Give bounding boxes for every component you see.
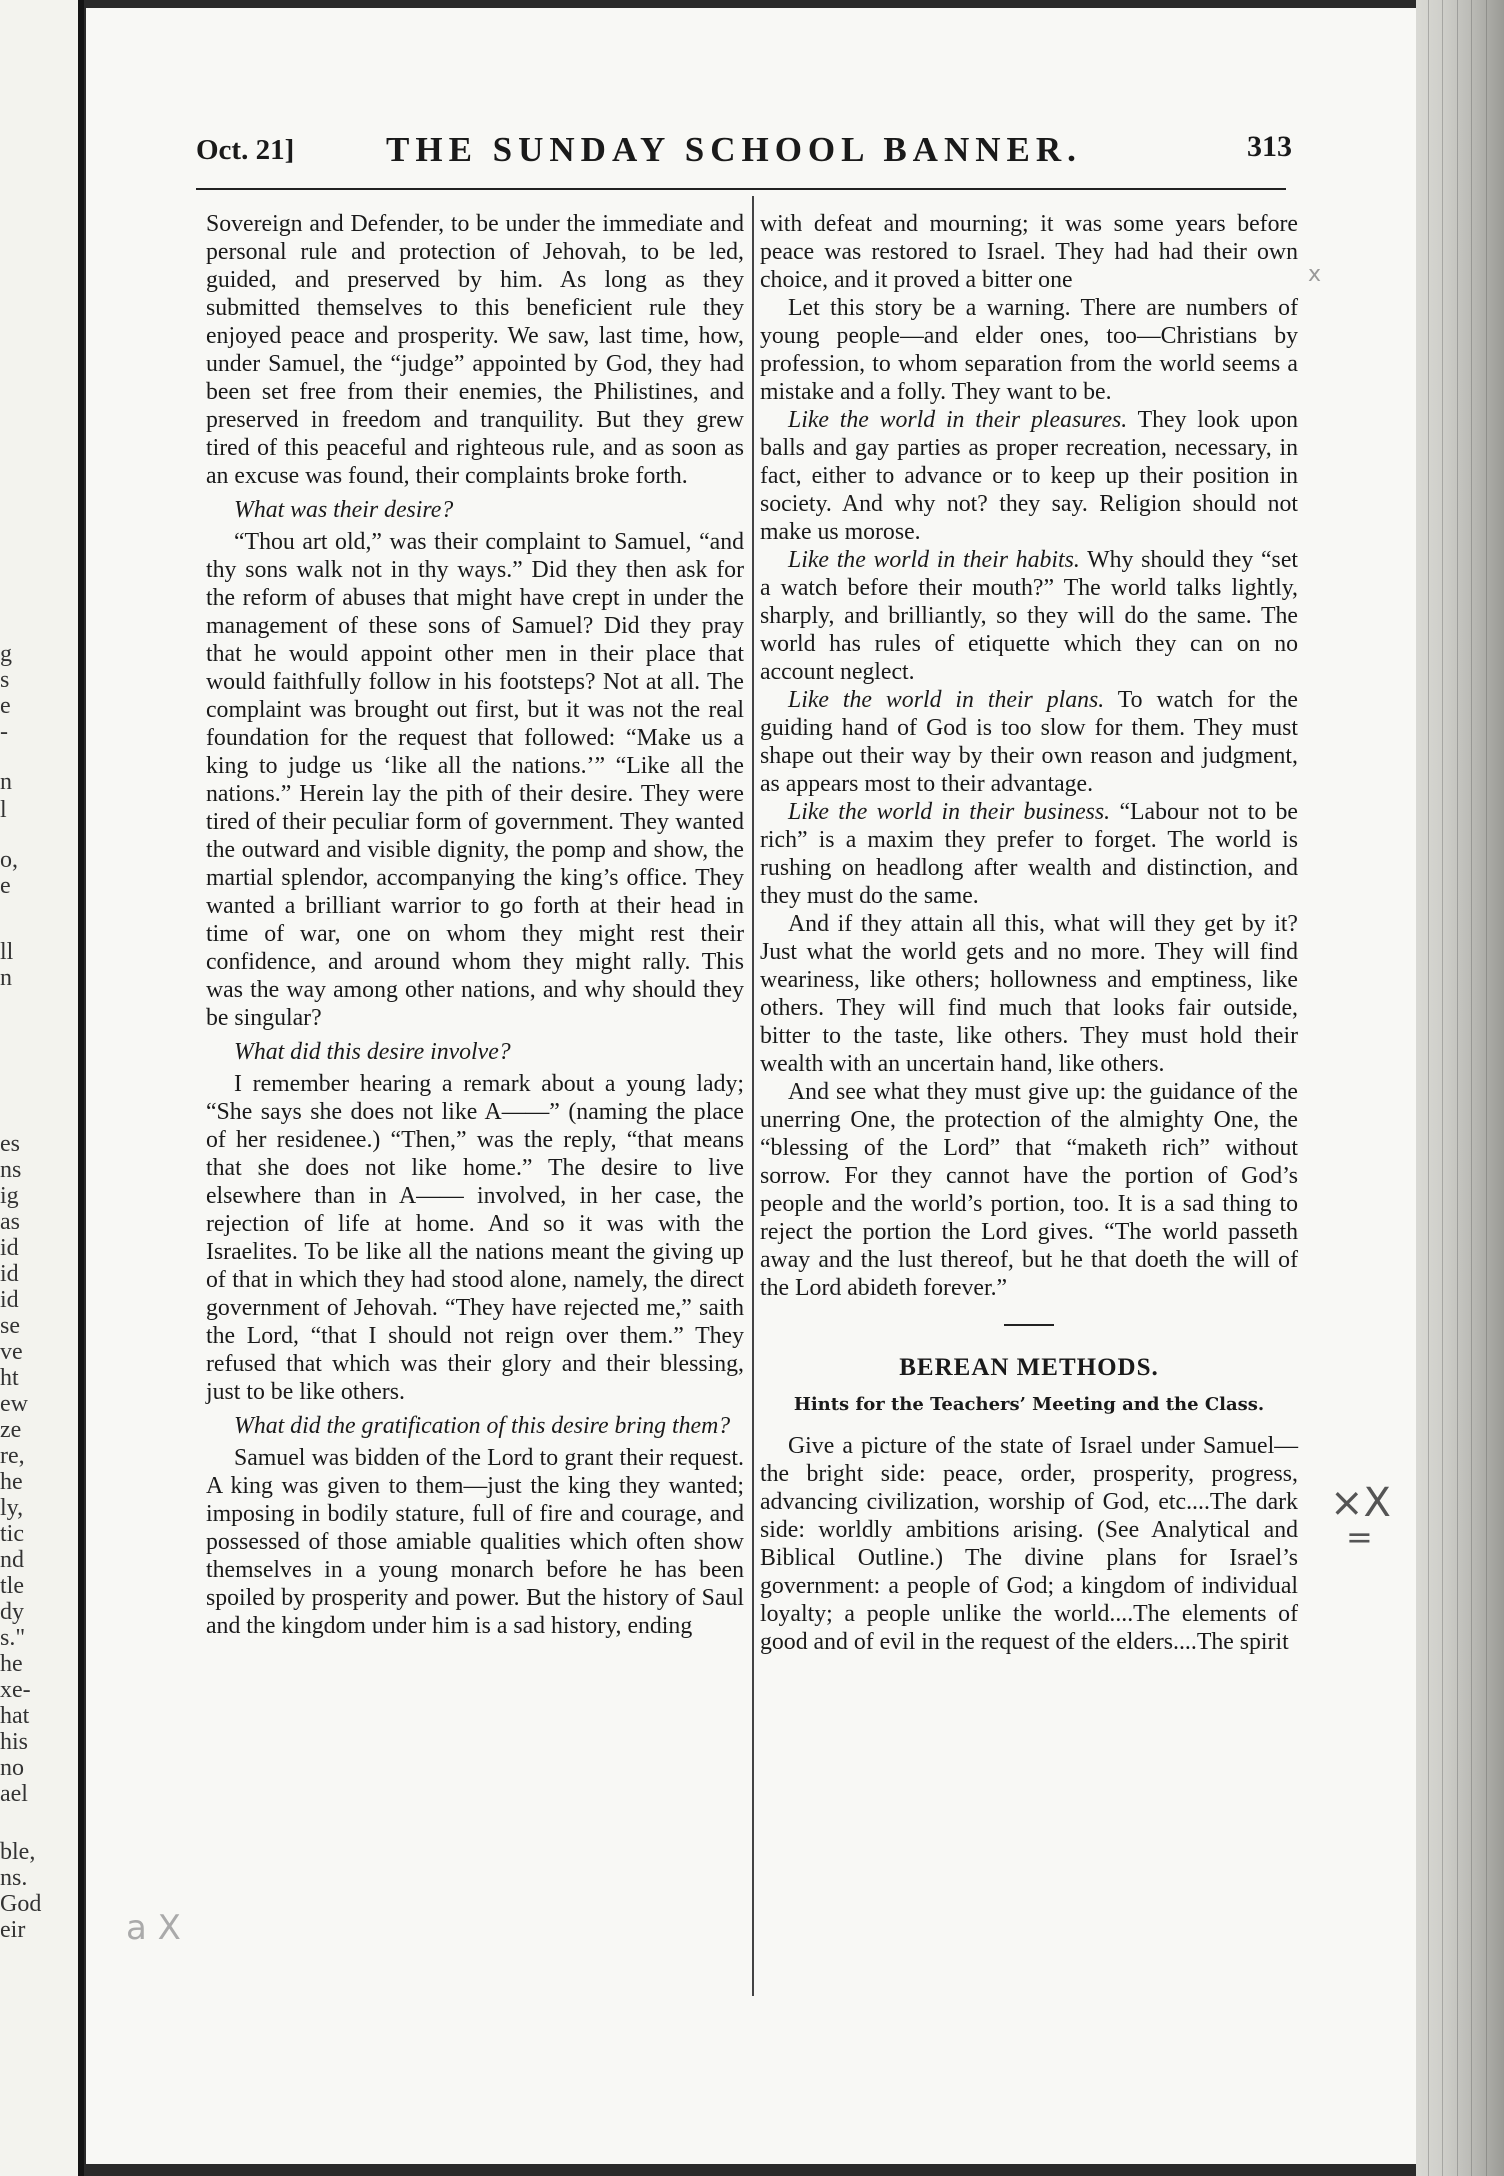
lead-phrase: Like the world in their business. — [788, 799, 1111, 825]
facing-page-fragment: se — [0, 1313, 20, 1339]
facing-page-fragment: id — [0, 1287, 19, 1313]
lead-phrase: Like the world in their habits. — [788, 547, 1080, 573]
facing-page-fragment: n — [0, 769, 12, 795]
facing-page-fragment: nd — [0, 1547, 24, 1573]
facing-page-fragment: re, — [0, 1443, 25, 1469]
facing-page-fragment: s." — [0, 1625, 26, 1651]
facing-page-fragment: s — [0, 667, 10, 693]
facing-page-fragment: xe- — [0, 1677, 31, 1703]
paragraph: Like the world in their plans. To watch for the guiding hand of God is too slow for them. They must shape out their way by their own reason and judgment, as appears most to their advantage. — [760, 687, 1298, 797]
question-heading: What did the gratification of this desire bring them? — [234, 1413, 731, 1439]
header-rule — [196, 188, 1286, 190]
facing-page-fragment: God — [0, 1891, 42, 1917]
facing-page-fragment: as — [0, 1209, 20, 1235]
facing-page-fragment: l — [0, 797, 7, 823]
facing-page-fragment: - — [0, 719, 8, 745]
question-heading: What did this desire involve? — [234, 1039, 511, 1065]
page-number: 313 — [1247, 130, 1292, 163]
paragraph: And see what they must give up: the guidance of the unerring One, the protection of the almighty One, the “blessing of the Lord” that “maketh rich” without sorrow. For they cannot have the portion of God’s people and the world’s portion, too. It is a sad thing to reject the portion the Lord gives. “The world passeth away and the lust thereof, but he that doeth the will of the Lord abideth forever.” — [760, 1079, 1298, 1301]
paragraph-continued: with defeat and mourning; it was some years before peace was restored to Israel. They had had their own choice, and it proved a bitter one — [760, 211, 1298, 293]
facing-page-fragment: ve — [0, 1339, 23, 1365]
facing-page-fragment: n — [0, 965, 12, 991]
paragraph: “Thou art old,” was their complaint to Samuel, “and thy sons walk not in thy ways.” Did they then ask for the reform of abuses that might have crept in under the management of these sons of Samuel? Did they pray that he would appoint other men in their place that would faithfully follow in his footsteps? Not at all. The complaint was brought out first, but it was not the real foundation for the request that followed: “Make us a king to judge us ‘like all the nations.’” “Like all the nations.” Herein lay the pith of their desire. They were tired of their peculiar form of government. They wanted the outward and visible dignity, the pomp and show, the martial splendor, accompanying the king’s office. They wanted a brilliant warrior to go forth at their head in time of war, one on whom they might rest their confidence, and around whom they might rally. This was the way among other nations, and why should they be singular? — [206, 529, 744, 1031]
facing-page-fragment: no — [0, 1755, 24, 1781]
facing-page-fragment: tle — [0, 1573, 24, 1599]
lead-phrase: Like the world in their plans. — [788, 687, 1105, 713]
facing-page-fragment: tic — [0, 1521, 24, 1547]
facing-page-fragment: ns. — [0, 1865, 28, 1891]
facing-page-fragment: ew — [0, 1391, 28, 1417]
paragraph: And if they attain all this, what will they get by it? Just what the world gets and no more. They will find weariness, like others; hollowness and emptiness, like others. They will find much that looks fair outside, bitter to the taste, like others. They must hold their wealth with an uncertain hand, like others. — [760, 911, 1298, 1077]
paragraph: Like the world in their business. “Labour not to be rich” is a maxim they prefer to forget. The world is rushing on headlong after wealth and distinction, and they must do the same. — [760, 799, 1298, 909]
section-rule — [1004, 1324, 1054, 1326]
facing-page-fragment: ble, — [0, 1839, 36, 1865]
paragraph: Sovereign and Defender, to be under the immediate and personal rule and protection of Jehovah, to be led, guided, and preserved by him. As long as they submitted themselves to this beneficient rule they enjoyed peace and prosperity. We saw, last time, how, under Samuel, the “judge” appointed by God, they had been set free from their enemies, the Philistines, and preserved in freedom and tranquility. But they grew tired of this peaceful and righteous rule, and as soon as an excuse was found, their complaints broke forth. — [206, 211, 744, 489]
facing-page-fragment: id — [0, 1235, 19, 1261]
running-header — [196, 120, 1292, 180]
facing-page-edge — [0, 0, 84, 2176]
margin-annotation: ×X — [1330, 1480, 1391, 1526]
facing-page-fragment: hat — [0, 1703, 30, 1729]
facing-page-fragment: ig — [0, 1183, 19, 1209]
facing-page-fragment: his — [0, 1729, 29, 1755]
facing-page-fragment: e — [0, 873, 11, 899]
header-date: Oct. 21] — [196, 134, 295, 166]
paragraph: Samuel was bidden of the Lord to grant their request. A king was given to them—just the king they wanted; imposing in bodily stature, full of fire and courage, and possessed of those amiable qualities which often show themselves in a young monarch before he has been spoiled by prosperity and power. But the history of Saul and the kingdom under him is a sad history, ending — [206, 1445, 744, 1639]
page-stack-edge — [1416, 0, 1504, 2176]
facing-page-fragment: ael — [0, 1781, 28, 1807]
facing-page-fragment: eir — [0, 1917, 26, 1943]
lead-phrase: Like the world in their pleasures. — [788, 407, 1128, 433]
right-column — [760, 210, 1298, 1656]
question-heading: What was their desire? — [234, 497, 454, 523]
facing-page-fragment: es — [0, 1131, 20, 1157]
facing-page-fragment: dy — [0, 1599, 24, 1625]
paragraph: Like the world in their habits. Why should they “set a watch before their mouth?” The world talks lightly, sharply, and brilliantly, so they will do the same. The world has rules of etiquette which they can on no account neglect. — [760, 547, 1298, 685]
margin-tick: x — [1308, 262, 1322, 287]
margin-annotation: a X — [126, 1908, 181, 1948]
column-divider — [752, 196, 754, 1996]
facing-page-fragment: ht — [0, 1365, 19, 1391]
facing-page-fragment: ze — [0, 1417, 22, 1443]
paragraph: Like the world in their pleasures. They look upon balls and gay parties as proper recreation, necessary, in fact, either to advance or to keep up their position in society. And why not? they say. Religion should not make us morose. — [760, 407, 1298, 545]
facing-page-fragment: o, — [0, 847, 18, 873]
margin-annotation-underline: = — [1346, 1518, 1373, 1556]
paragraph: Give a picture of the state of Israel under Samuel—the bright side: peace, order, prosperity, progress, advancing civilization, worship of God, etc....The dark side: worldly ambitions arising. (See Analytical and Biblical Outline.) The divine plans for Israel’s government: a people of God; a kingdom of individual loyalty; a people unlike the world....The elements of good and of evil in the request of the elders....The spirit — [760, 1433, 1298, 1655]
facing-page-fragment: e — [0, 693, 11, 719]
facing-page-fragment: g — [0, 641, 12, 667]
section-subtitle: Hints for the Teachers’ Meeting and the Class. — [793, 1394, 1265, 1415]
journal-title: THE SUNDAY SCHOOL BANNER. — [386, 130, 1082, 169]
facing-page-fragment: id — [0, 1261, 19, 1287]
facing-page-fragment: ll — [0, 939, 14, 965]
facing-page-fragment: he — [0, 1651, 23, 1677]
facing-page-fragment: he — [0, 1469, 23, 1495]
section-title: BEREAN METHODS. — [899, 1354, 1159, 1381]
paragraph: Let this story be a warning. There are numbers of young people—and elder ones, too—Christians by profession, to whom separation from the world seems a mistake and a folly. They want to be. — [760, 295, 1298, 405]
facing-page-fragment: ns — [0, 1157, 22, 1183]
left-column — [206, 210, 744, 1640]
paragraph: I remember hearing a remark about a young lady; “She says she does not like A——” (naming the place of her residenee.) “Then,” was the reply, “that means that she does not like home.” The desire to live elsewhere than in A—— involved, in her case, the rejection of life at home. And so it was with the Israelites. To be like all the nations meant the giving up of that in which they had stood alone, namely, the direct government of Jehovah. “They have rejected me,” saith the Lord, “that I should not reign over them.” They refused that which was their glory and their blessing, just to be like others. — [206, 1071, 744, 1405]
facing-page-fragment: ly, — [0, 1495, 24, 1521]
